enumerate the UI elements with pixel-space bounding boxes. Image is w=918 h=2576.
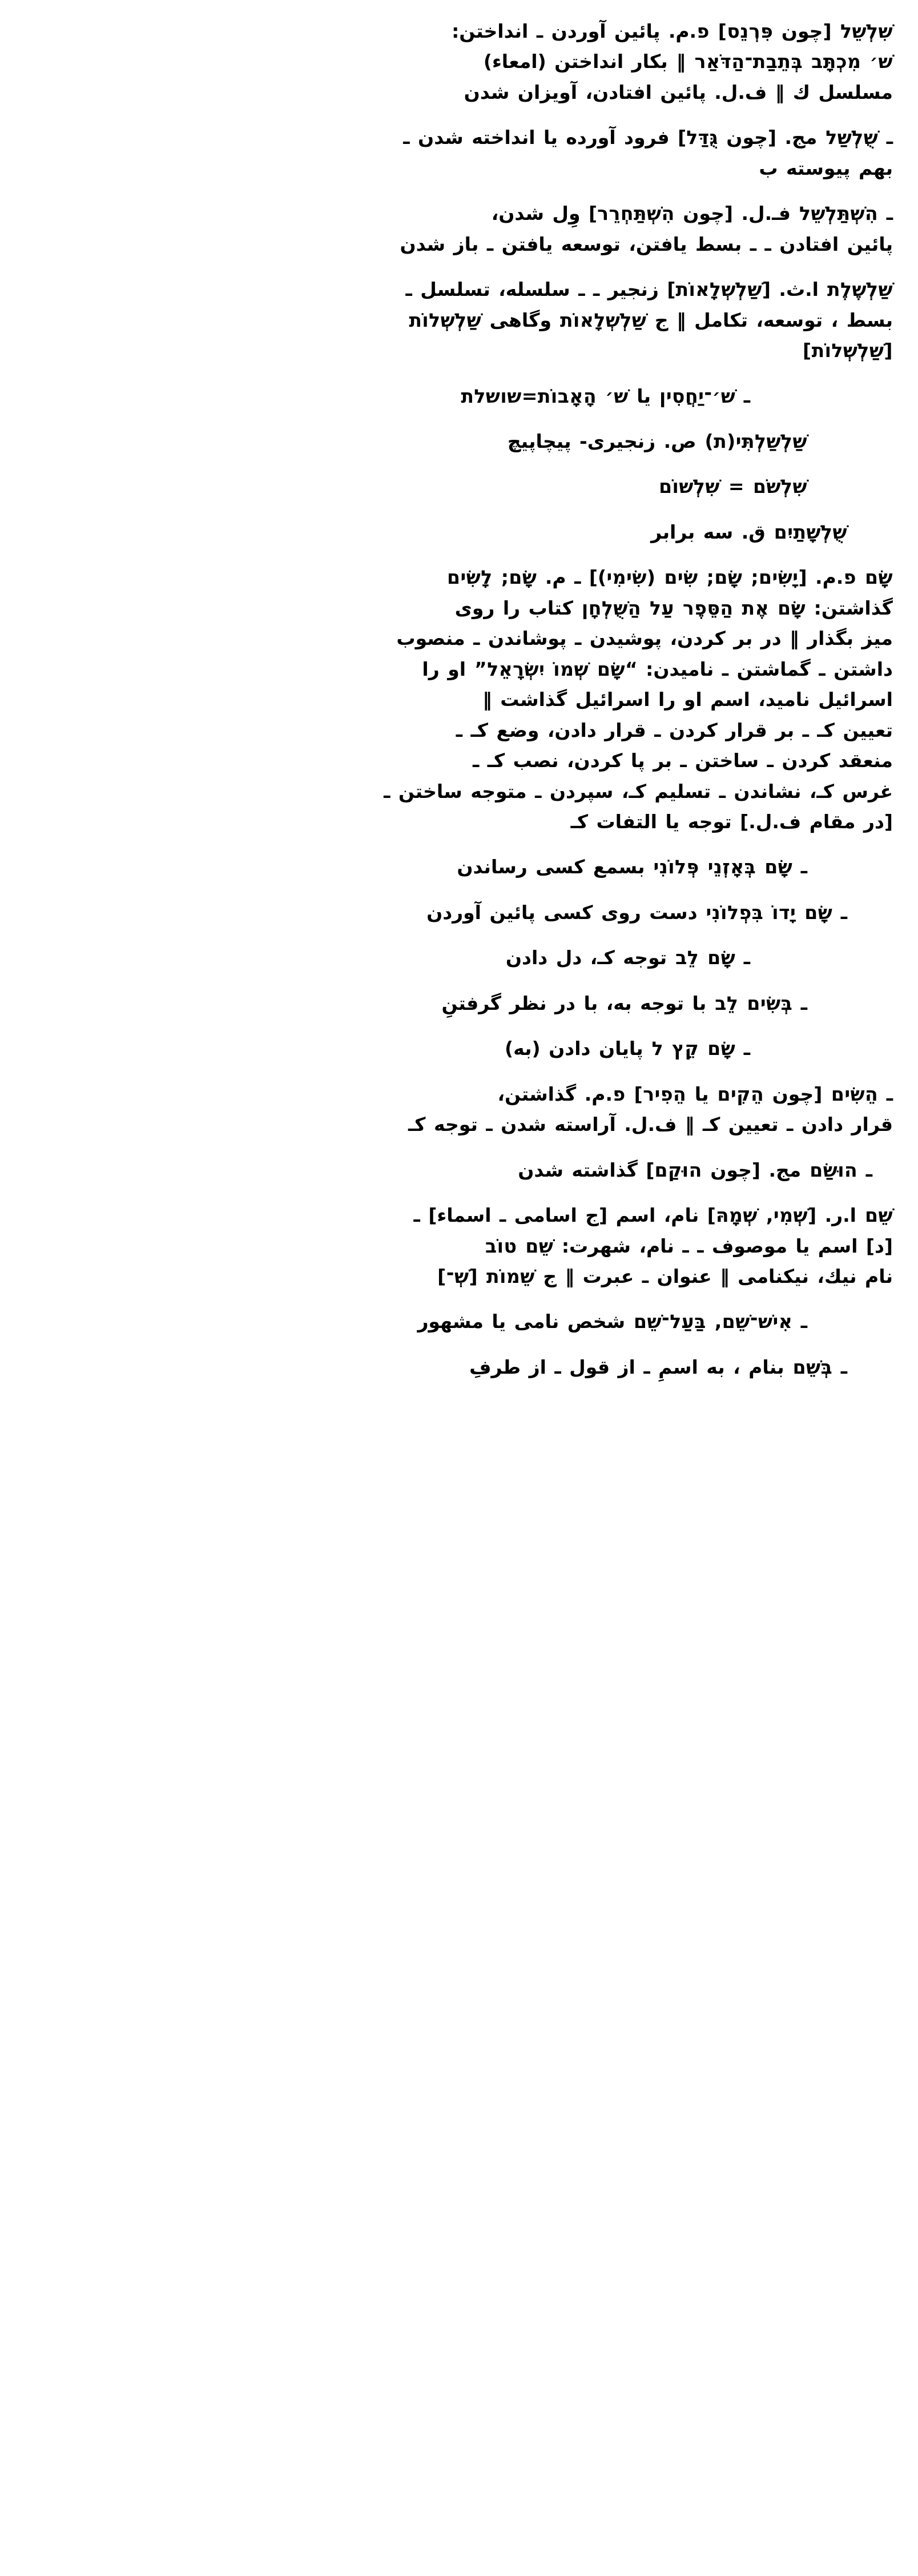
entry-line: ـ שָׂם יָדוֹ בִּפְלוֹנִי دست روى كسى پائین آوردن <box>426 901 847 924</box>
entry-line: داشتن ـ گماشتن ـ نامیدن: “שָׂם שְׁמוֹ יִשְׂרָאֵל” او را <box>422 657 893 680</box>
entry-line: ـ שָׂם לֵב توجه كـ، دل دادن <box>505 946 750 969</box>
entry-line: שִׁלְשֹׁם = שִׁלְשׁוֹם <box>659 475 807 498</box>
entry-line: ـ שָׂם בְּאָזְנֵי פְּלוֹנִי بسمع كسى رساندن <box>457 856 807 878</box>
entry-line: [در مقام ف.ل.] توجه یا التفات كـ <box>570 810 893 833</box>
entry-line: مسلسل ك ‖ ف.ل. پائین افتادن، آویزان شدن <box>464 81 893 103</box>
dictionary-entry <box>25 1306 893 1337</box>
dictionary-entry <box>25 274 893 366</box>
entry-line: [שַׁלְשְׁלוֹת] <box>802 339 893 362</box>
entry-line: غرس كـ، نشاندن ـ تسلیم كـ، سپردن ـ متوجه ساختن ـ <box>384 780 893 803</box>
entry-line: ـ שׁ׳־יַחֲסִין یا שׁ׳ הָאָבוֹת=שושלת <box>461 384 750 407</box>
entry-line: שִׁלְשֵׁל [چون פִּרְנֵס] פ.م. پائین آوردن ـ انداختن: <box>452 20 893 42</box>
dictionary-entry <box>25 426 893 456</box>
entry-line: بهم پیوسته ب <box>759 157 893 179</box>
entry-line: ـ שָׂם קֵץ ל پایان دادن (به) <box>505 1037 750 1060</box>
entry-line: [د] اسم یا موصوف ـ ـ نام، شهرت: שֵׁם טוֹב <box>485 1234 893 1257</box>
entry-line: שֵׁם ا.ر. [שְׁמִי, שְׁמָהּ] نام، اسم [ج اسامى ـ اسماء] ـ <box>413 1204 893 1227</box>
entry-line: ـ בְּשֵׁם بنام ، به اسمِ ـ از قول ـ از طرفِ <box>469 1355 847 1378</box>
dictionary-entry <box>25 1079 893 1140</box>
dictionary-entry <box>25 471 893 501</box>
entry-line: بسط ، توسعه، تكامل ‖ ج שַׁלְשְׁלָאוֹת وگاهى שַׁלְשְׁלוֹת <box>409 308 893 331</box>
dictionary-entry <box>25 897 893 928</box>
dictionary-entry <box>25 1155 893 1185</box>
dictionary-entry <box>25 852 893 882</box>
entry-line: اسرائیل نامید، اسم او را اسرائیل گذاشت ‖ <box>482 688 893 711</box>
dictionary-entry <box>25 1200 893 1291</box>
dictionary-entry <box>25 1352 893 1382</box>
entry-line: میز بگذار ‖ در بر كردن، پوشیدن ـ پوشاندن ـ منصوب <box>396 627 893 650</box>
entry-line: ـ הֵשִׂים [چون הֵקִים یا הֵפִיר] פ.م. گذاشتن، <box>497 1082 893 1105</box>
entry-line: שׁ׳ מִכְתָּב בְּתֵבַת־הַדֹּאַר ‖ بكار انداختن (امعاء) <box>483 50 893 73</box>
dictionary-entry <box>25 381 893 411</box>
dictionary-entry <box>25 942 893 973</box>
entry-line: تعیین كـ ـ بر قرار كردن ـ قرار دادن، وضع كـ ـ <box>456 719 893 741</box>
entry-line: گذاشتن: שָׂם אֶת הַסֵּפֶר עַל הַשֻּׁלְחָן كتاب را روى <box>454 596 893 619</box>
entry-line: منعقد كردن ـ ساختن ـ بر پا كردن، نصب كـ ـ <box>472 749 893 772</box>
entry-line: ـ בְּשִׂים לֵב با توجه به، با در نظر گرفتنِ <box>441 992 807 1014</box>
dictionary-entry <box>25 16 893 107</box>
entry-line: שַׁלְשַׁלְתִּי(ת) ص. زنجیری- پیچاپیچ <box>507 430 807 452</box>
dictionary-entry <box>25 988 893 1018</box>
entry-line: ـ שֻׁלְשַׁל مج. [چون גֻּדַּל] فرود آورده یا انداخته شدن ـ <box>403 126 893 149</box>
entry-line: ـ הוּשַׂם مج. [چون הוּקַם] گذاشته شدن <box>518 1158 872 1181</box>
entry-line: ـ הִשְׁתַּלְשֵׁל فـ.ل. [چون הִשְׁתַּחְרֵר] وِل شدن، <box>491 202 893 225</box>
dictionary-entry <box>25 517 893 547</box>
entry-line: ـ אִישׁ־שֵׁם, בַּעַל־שֵׁם شخص نامى یا مشهور <box>417 1310 807 1333</box>
entry-line: قرار دادن ـ تعیین كـ ‖ ف.ل. آراسته شدن ـ توجه كـ <box>408 1113 893 1136</box>
entry-line: שֻׁלְשָׁתַיִם ق. سه برابر <box>651 520 847 543</box>
dictionary-entry <box>25 198 893 259</box>
entry-line: نام نيك، نيكنامى ‖ عنوان ـ عبرت ‖ ج שֵׁמוֹת [שְׁ־] <box>437 1265 893 1287</box>
entry-line: پائین افتادن ـ ـ بسط یافتن، توسعه یافتن ـ باز شدن <box>400 232 893 255</box>
dictionary-entry <box>25 122 893 183</box>
entry-line: שָׂם פ.م. [יָשִׂים; שָׂם; שִׂים (שִׂימִי)] ـ م. שָׂם; לָשִׂים <box>447 566 893 589</box>
entry-line: שַׁלְשֶׁלֶת ا.ث. [שַׁלְשְׁלָאוֹת] زنجیر ـ ـ سلسله، تسلسل ـ <box>405 278 893 301</box>
dictionary-entry <box>25 562 893 837</box>
dictionary-entry <box>25 1033 893 1064</box>
